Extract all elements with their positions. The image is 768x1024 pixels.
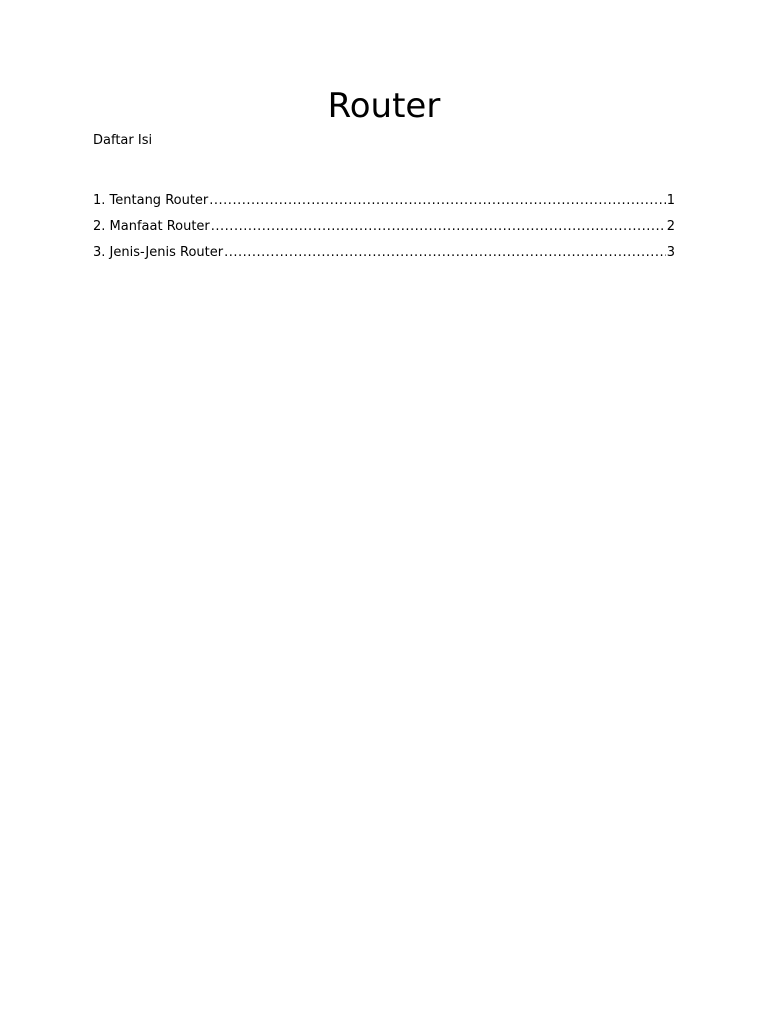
toc-entry-label: 3. Jenis-Jenis Router	[93, 245, 224, 260]
toc-dot-leader	[224, 244, 666, 262]
toc-heading: Daftar Isi	[93, 133, 153, 148]
toc-dot-leader	[209, 192, 665, 210]
table-of-contents	[93, 192, 675, 270]
toc-entry[interactable]	[93, 192, 675, 218]
toc-page-number: 3	[666, 245, 675, 260]
toc-page-number: 2	[666, 219, 675, 234]
toc-entry-label: 2. Manfaat Router	[93, 219, 210, 234]
toc-entry-label: 1. Tentang Router	[93, 193, 209, 208]
toc-page-number: 1	[666, 193, 675, 208]
toc-entry[interactable]	[93, 244, 675, 270]
toc-dot-leader	[211, 218, 666, 236]
document-title: Router	[327, 86, 441, 126]
toc-entry[interactable]	[93, 218, 675, 244]
